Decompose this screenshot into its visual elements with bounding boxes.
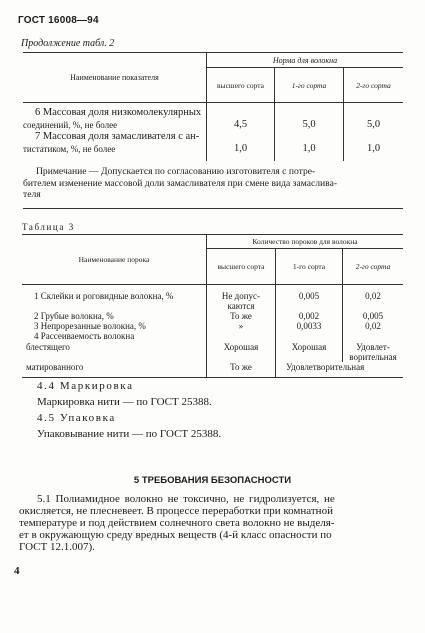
table-row bbox=[22, 331, 403, 341]
table2-note-line3: теля bbox=[23, 189, 41, 200]
table2-col-group: Норма для волокна bbox=[207, 53, 404, 68]
section5-paragraph bbox=[19, 493, 409, 553]
document-header: ГОСТ 16008—94 bbox=[18, 15, 99, 26]
table-row bbox=[22, 362, 403, 378]
table3-row1-first: 0,005 bbox=[276, 285, 343, 312]
table-row bbox=[23, 131, 403, 161]
table3-row3-top: » bbox=[207, 321, 276, 331]
table2-row2-first: 1,0 bbox=[275, 131, 344, 161]
section5-line3: температуре и под действием солнечного света волокно не выделя- bbox=[19, 517, 335, 529]
table2-note bbox=[23, 161, 403, 208]
table3-row1-second: 0,02 bbox=[343, 285, 404, 312]
table3-row6-merged: Удовлетворительная bbox=[276, 362, 404, 378]
table3-row5-name: блестящего bbox=[26, 342, 70, 352]
table2-note-line2: бителем изменение массовой доли замасливателя при смене вида замасливa- bbox=[23, 177, 338, 189]
table2-col-indicator: Наименование показателя bbox=[23, 53, 207, 103]
table3-row1-top-line2: каются bbox=[227, 301, 255, 311]
table3-row3-second: 0,02 bbox=[343, 321, 404, 331]
table-row bbox=[22, 311, 403, 321]
section5-line4: ет в окружающую среду вредных веществ (4-й класс опасности по bbox=[19, 529, 332, 541]
table-2 bbox=[23, 52, 403, 209]
packing-heading bbox=[37, 412, 116, 424]
table2-row1-second: 5,0 bbox=[344, 103, 404, 132]
table2-row2-top: 1,0 bbox=[207, 131, 275, 161]
table-row bbox=[22, 321, 403, 331]
table2-row2-second: 1,0 bbox=[344, 131, 404, 161]
table2-col-top: высшего сорта bbox=[207, 68, 275, 103]
table3-row2-first: 0,002 bbox=[276, 311, 343, 321]
packing-text: Упаковывание нити — по ГОСТ 25388. bbox=[37, 428, 222, 440]
section5-title: 5 ТРЕБОВАНИЯ БЕЗОПАСНОСТИ bbox=[133, 475, 292, 486]
table3-row5-top: Хорошая bbox=[207, 341, 276, 362]
section5-line1: 5.1 Полиамидное волокно не токсично, не гидролизуется, не bbox=[37, 493, 335, 505]
table2-row2-name: 7 Массовая доля замасливателя с ан- bbox=[35, 131, 200, 142]
table2-note-line1: Примечание — Допускается по согласованию изготовителя с потре- bbox=[36, 166, 316, 177]
page-number: 4 bbox=[14, 565, 20, 577]
table3-caption: Таблица 3 bbox=[22, 222, 75, 232]
table3-row2-second: 0,005 bbox=[343, 311, 404, 321]
table3-col-group: Количество пороков для волокна bbox=[207, 235, 404, 249]
table3-row3-first: 0,0033 bbox=[276, 321, 343, 331]
table2-col-first: 1-го сорта bbox=[275, 68, 344, 103]
table3-row2-name: 2 Грубые волокна, % bbox=[34, 311, 114, 321]
table3-row1-top-line1: Не допус- bbox=[221, 291, 261, 301]
table3-row1-name: 1 Склейки и роговидные волокна, % bbox=[34, 291, 174, 301]
table3-row5-second bbox=[343, 341, 404, 362]
table3-row5-second-line1: Удовлет- bbox=[356, 342, 390, 352]
table3-row6-top: То же bbox=[207, 362, 276, 378]
table3-row6-name: матированного bbox=[22, 362, 207, 378]
table3-col-first: 1-го сорта bbox=[276, 249, 343, 285]
table2-continuation-label: Продолжение табл. 2 bbox=[21, 38, 115, 49]
marking-heading-text: 4.4 Маркировка bbox=[37, 380, 134, 392]
table3-col-defect: Наименование порока bbox=[22, 235, 207, 285]
table2-row1-first: 5,0 bbox=[275, 103, 344, 132]
table2-row2-name-cont: тистатиком, %, не более bbox=[23, 144, 116, 154]
table-3 bbox=[22, 234, 403, 378]
table3-row4-name: 4 Рассеиваемость волокна bbox=[34, 331, 135, 341]
table3-row5-second-line2: ворительная bbox=[349, 352, 397, 362]
table-row bbox=[22, 341, 403, 362]
table-row bbox=[23, 103, 403, 132]
table2-row1-name-cont: соединений, %, не более bbox=[23, 120, 118, 130]
table-row bbox=[22, 285, 403, 312]
section5-line2: окисляется, не плесневеет. В процессе переработки при комнатной bbox=[19, 505, 333, 517]
table3-col-top: высшего сорта bbox=[207, 249, 276, 285]
table2-col-second: 2-го сорта bbox=[344, 68, 404, 103]
marking-heading bbox=[37, 380, 134, 392]
table3-row1-top bbox=[207, 285, 276, 312]
table2-row1-top: 4,5 bbox=[207, 103, 275, 132]
table3-col-second: 2-го сорта bbox=[343, 249, 404, 285]
packing-heading-text: 4.5 Упаковка bbox=[37, 412, 116, 424]
table3-row3-name: 3 Непрорезанные волокна, % bbox=[34, 321, 146, 331]
section5-line5: ГОСТ 12.1.007). bbox=[19, 541, 95, 553]
marking-text: Маркировка нити — по ГОСТ 25388. bbox=[37, 396, 212, 408]
table3-row5-first: Хорошая bbox=[276, 341, 343, 362]
table3-row2-top: То же bbox=[207, 311, 276, 321]
table2-row1-name: 6 Массовая доля низкомолекулярных bbox=[35, 107, 202, 118]
